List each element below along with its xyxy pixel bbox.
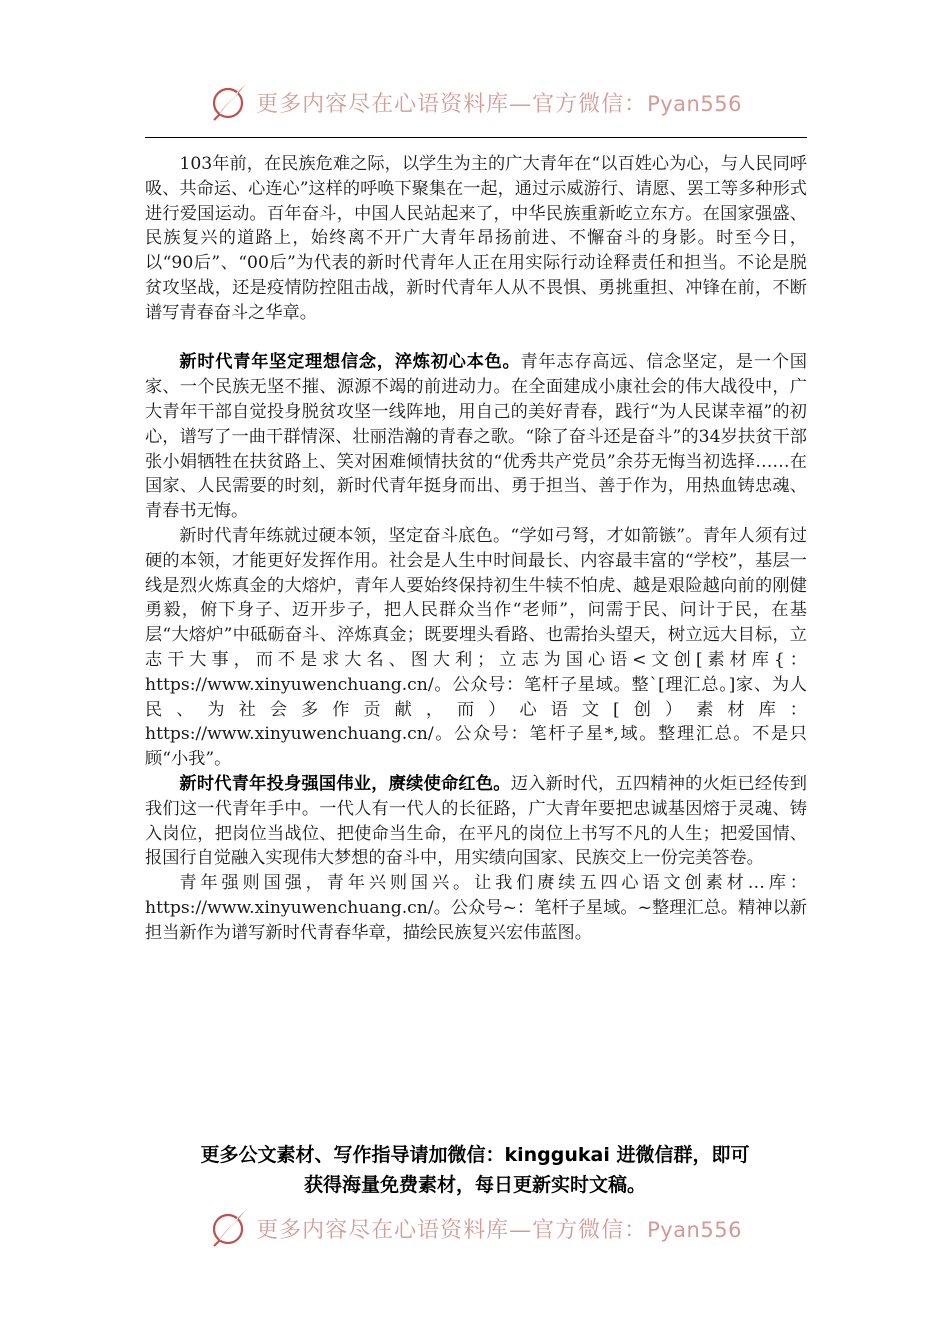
- wechat-id: Pyan556: [647, 1217, 742, 1242]
- paragraph-text: 青年强则国强，青年兴则国兴。让我们赓续五四心语文创素材…库：https://www.xinyuwenchuang.cn/。公众号~：笔杆子星域。~整理汇总。精神以新担当新作为谱写新时代青春华章，描绘民族复兴宏伟蓝图。: [145, 873, 807, 943]
- footer-promo: [120, 1140, 830, 1200]
- logo-text: [256, 87, 742, 118]
- footer-line-2: 获得海量免费素材，每日更新实时文稿。: [303, 1174, 646, 1196]
- paragraph-text: 迈入新时代，五四精神的火炬已经传到我们这一代青年手中。一代人有一代人的长征路，广大青年要把忠诚基因熔于灵魂、铸入岗位，把岗位当战位、把使命当生命，在平凡的岗位上书写不凡的人生；把爱国情、报国行自觉融入实现伟大梦想的奋斗中，用实绩向国家、民族交上一份完美答卷。: [145, 773, 807, 869]
- paragraph-lead: 新时代青年坚定理想信念，淬炼初心本色。: [179, 352, 521, 373]
- quill-pen-logo-icon: [208, 1206, 252, 1250]
- header-divider: [145, 137, 807, 138]
- paragraph-5: [145, 871, 807, 945]
- footer-logo-banner: [0, 1204, 950, 1252]
- article-body: [145, 152, 807, 946]
- wechat-id: Pyan556: [647, 91, 742, 116]
- paragraph-text: 青年志存高远、信念坚定，是一个国家、一个民族无坚不摧、源源不竭的前进动力。在全面建成小康社会的伟大战役中，广大青年干部自觉投身脱贫攻坚一线阵地，用自己的美好青春，践行“为人民谋幸福”的初心，谱写了一曲干群情深、壮丽浩瀚的青春之歌。“除了奋斗还是奋斗”的34岁扶贫干部张小娟牺牲在扶贫路上、笑对困难倾情扶贫的“优秀共产党员”余芬无悔当初选择……在国家、人民需要的时刻，新时代青年挺身而出、勇于担当、善于作为，用热血铸忠魂、青春书无悔。: [145, 352, 807, 522]
- paragraph-4: [145, 772, 807, 871]
- paragraph-1: [145, 152, 807, 326]
- footer-line-1: 更多公文素材、写作指导请加微信：kinggukai 进微信群，即可: [200, 1144, 750, 1166]
- paragraph-text: 新时代青年练就过硬本领，坚定奋斗底色。“学如弓弩，才如箭镞”。青年人须有过硬的本领，才能更好发挥作用。社会是人生中时间最长、内容最丰富的“学校”，基层一线是烈火炼真金的大熔炉，青年人要始终保持初生牛犊不怕虎、越是艰险越向前的刚健勇毅，俯下身子、迈开步子，把人民群众当作“老师”，问需于民、问计于民，在基层“大熔炉”中砥砺奋斗、淬炼真金；既要埋头看路、也需抬头望天，树立远大目标，立志干大事，而不是求大名、图大利；立志为国心语<文创[素材库{：https://www.xinyuwenchuang.cn/。公众号：笔杆子星域。整`[理汇总。]家、为人民、为社会多作贡献，而）心语文[创）素材库：https://www.xinyuwenchuang.cn/。公众号：笔杆子星*,域。整理汇总。不是只顾“小我”。: [145, 525, 807, 770]
- quill-pen-logo-icon: [208, 80, 252, 124]
- paragraph-lead: 新时代青年投身强国伟业，赓续使命红色。: [179, 773, 511, 794]
- logo-slogan: 更多内容尽在心语资料库—官方微信：: [256, 1217, 648, 1243]
- paragraph-text: 103年前，在民族危难之际，以学生为主的广大青年在“以百姓心为心，与人民同呼吸、共命运、心连心”这样的呼唤下聚集在一起，通过示威游行、请愿、罢工等多种形式进行爱国运动。百年奋斗，中国人民站起来了，中华民族重新屹立东方。在国家强盛、民族复兴的道路上，始终离不开广大青年昂扬前进、不懈奋斗的身影。时至今日，以“90后”、“00后”为代表的新时代青年人正在用实际行动诠释责任和担当。不论是脱贫攻坚战，还是疫情防控阻击战，新时代青年人从不畏惧、勇挑重担、冲锋在前，不断谱写青春奋斗之华章。: [145, 154, 807, 323]
- logo-text: [256, 1213, 742, 1244]
- paragraph-3: [145, 524, 807, 772]
- header-logo-banner: [0, 78, 950, 126]
- logo-slogan: 更多内容尽在心语资料库—官方微信：: [256, 91, 648, 117]
- paragraph-2: [145, 350, 807, 524]
